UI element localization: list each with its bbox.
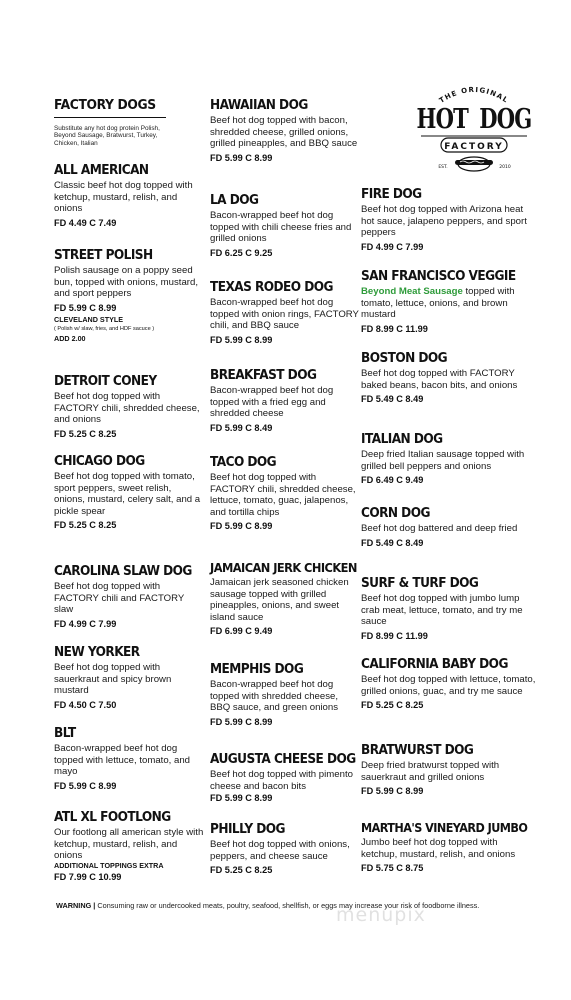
- item-description: Beef hot dog topped with pimento cheese and bacon bits: [210, 769, 353, 792]
- item-description-highlight: Beyond Meat Sausage: [361, 286, 463, 297]
- section-subtitle: Substitute any hot dog protein Polish, Beyond Sausage, Bratwurst, Turkey, Chicken, Italian: [54, 125, 160, 147]
- item-price: FD 6.25 C 9.25: [210, 247, 273, 258]
- item-price: FD 5.49 C 8.49: [361, 537, 424, 548]
- item-price: FD 7.99 C 10.99: [54, 872, 122, 883]
- item-price: FD 5.99 C 8.99: [210, 334, 273, 345]
- item-price: FD 5.99 C 8.99: [210, 521, 273, 532]
- item-price: FD 4.49 C 7.49: [54, 217, 117, 228]
- menu-item: [210, 455, 360, 532]
- item-price: FD 5.99 C 8.99: [210, 716, 273, 727]
- item-description: Jamaican jerk seasoned chicken sausage topped with grilled pineapples, onions, and sweet island sauce: [210, 577, 349, 623]
- item-name: ALL AMERICAN: [54, 163, 149, 178]
- menu-item: [361, 657, 536, 711]
- hot-dog-icon: [455, 157, 493, 171]
- item-description: Beef hot dog topped with lettuce, tomato, grilled onions, guac, and try me sauce: [361, 674, 536, 697]
- item-description: Classic beef hot dog topped with ketchup, mustard, relish, and onions: [54, 180, 193, 215]
- item-description: Polish sausage on a poppy seed bun, topped with onions, mustard, and sport peppers: [54, 265, 198, 300]
- item-price: FD 8.99 C 11.99: [361, 323, 428, 334]
- item-name: BRATWURST DOG: [361, 743, 474, 758]
- item-note: CLEVELAND STYLE: [54, 314, 124, 324]
- item-description: Bacon-wrapped beef hot dog topped with onion rings, FACTORY chili, and BBQ sauce: [210, 297, 359, 332]
- item-description: [361, 286, 536, 321]
- menu-item: [210, 98, 360, 164]
- item-description: Beef hot dog topped with FACTORY chili and FACTORY slaw: [54, 581, 185, 616]
- menu-item: [361, 351, 536, 405]
- logo-factory-text: FACTORY: [444, 142, 504, 152]
- item-name: MEMPHIS DOG: [210, 662, 304, 677]
- item-price: FD 6.49 C 9.49: [361, 475, 424, 486]
- item-price: FD 5.99 C 8.99: [54, 302, 117, 313]
- item-price: FD 5.25 C 8.25: [361, 700, 424, 711]
- item-description: Deep fried bratwurst topped with sauerkraut and grilled onions: [361, 760, 500, 783]
- menu-item: [54, 726, 204, 792]
- item-description: Beef hot dog topped with FACTORY chili, shredded cheese, and onions: [54, 391, 200, 426]
- menu-item: [54, 248, 204, 344]
- item-note: ADDITIONAL TOPPINGS EXTRA: [54, 860, 164, 870]
- menu-item: [361, 187, 536, 253]
- item-price: FD 5.99 C 8.49: [210, 422, 273, 433]
- item-price: FD 5.49 C 8.49: [361, 394, 424, 405]
- item-price: FD 5.99 C 8.99: [54, 780, 117, 791]
- item-price: FD 5.99 C 8.99: [210, 152, 273, 163]
- menu-item: [361, 432, 536, 486]
- item-name: DETROIT CONEY: [54, 374, 157, 389]
- food-safety-warning: [56, 901, 536, 910]
- item-description: Beef hot dog topped with onions, peppers, and cheese sauce: [210, 839, 350, 862]
- item-price: FD 4.99 C 7.99: [54, 618, 117, 629]
- item-description-rest: topped with tomato, lettuce, onions, and brown mustard: [361, 286, 515, 321]
- item-price: FD 6.99 C 9.49: [210, 626, 273, 637]
- menu-item: [54, 454, 204, 531]
- item-name: CORN DOG: [361, 506, 430, 521]
- item-note-detail: ( Polish w/ slaw, fries, and HDF sacuce ): [54, 326, 155, 333]
- menu-item: [361, 820, 536, 874]
- item-description: Bacon-wrapped beef hot dog topped with a fried egg and shredded cheese: [210, 385, 334, 420]
- menu-item: [54, 564, 204, 630]
- menu-item: [210, 662, 360, 728]
- menu-item: [54, 374, 204, 440]
- item-name: TEXAS RODEO DOG: [210, 280, 333, 295]
- item-name: SAN FRANCISCO VEGGIE: [361, 269, 516, 284]
- menu-item: [210, 822, 360, 876]
- item-price: FD 4.99 C 7.99: [361, 241, 424, 252]
- menu-item: [210, 193, 360, 259]
- item-name: PHILLY DOG: [210, 822, 285, 837]
- item-description: Beef hot dog topped with bacon, shredded cheese, grilled onions, grilled pineapples, and BBQ sauce: [210, 115, 358, 150]
- item-description: Beef hot dog topped with FACTORY chili, shredded cheese, lettuce, tomato, guac, jalapenos, and tortilla chips: [210, 472, 356, 518]
- item-description: Beef hot dog topped with Arizona heat hot sauce, jalapeno peppers, and sport peppers: [361, 204, 527, 239]
- item-name: TACO DOG: [210, 455, 277, 470]
- item-name: ATL XL FOOTLONG: [54, 810, 171, 825]
- item-description: Deep fried Italian sausage topped with grilled bell peppers and onions: [361, 449, 525, 472]
- menu-item: [210, 280, 360, 346]
- section-underline: [54, 117, 166, 118]
- menu-item: [210, 560, 360, 637]
- item-description: Beef hot dog topped with tomato, sport peppers, sweet relish, onions, mustard, celery salt, and a pickle spear: [54, 471, 201, 517]
- logo-graphic: [413, 80, 535, 184]
- item-name: HAWAIIAN DOG: [210, 98, 308, 113]
- item-price: FD 5.25 C 8.25: [54, 428, 117, 439]
- menu-item: [54, 645, 204, 711]
- item-price: FD 5.25 C 8.25: [210, 865, 273, 876]
- item-name: BLT: [54, 726, 76, 741]
- menu-item: [54, 810, 204, 883]
- menu-item: [361, 743, 536, 797]
- warning-text: Consuming raw or undercooked meats, poultry, seafood, shellfish, or eggs may increase your risk of foodborne illness.: [97, 901, 480, 910]
- item-name: BOSTON DOG: [361, 351, 448, 366]
- item-name: AUGUSTA CHEESE DOG: [210, 752, 356, 767]
- item-name: STREET POLISH: [54, 248, 153, 263]
- hot-dog-factory-logo: [413, 80, 535, 184]
- menu-item: [210, 752, 360, 804]
- menu-item: [361, 576, 536, 642]
- item-price: FD 8.99 C 11.99: [361, 630, 428, 641]
- item-price: FD 4.50 C 7.50: [54, 699, 117, 710]
- item-description: Bacon-wrapped beef hot dog topped with chili cheese fries and grilled onions: [210, 210, 352, 245]
- item-description: Bacon-wrapped beef hot dog topped with lettuce, tomato, and mayo: [54, 743, 190, 778]
- item-name: SURF & TURF DOG: [361, 576, 479, 591]
- item-addon-price: ADD 2.00: [54, 334, 86, 344]
- section-title: FACTORY DOGS: [54, 98, 156, 113]
- warning-label: WARNING |: [56, 901, 96, 910]
- menu-item: [361, 269, 536, 335]
- item-name: CALIFORNIA BABY DOG: [361, 657, 508, 672]
- item-name: NEW YORKER: [54, 645, 140, 660]
- item-description: Beef hot dog topped with jumbo lump crab meat, lettuce, tomato, and try me sauce: [361, 593, 523, 628]
- item-name: ITALIAN DOG: [361, 432, 443, 447]
- item-price: FD 5.99 C 8.99: [361, 786, 424, 797]
- item-description: Beef hot dog topped with FACTORY baked beans, bacon bits, and onions: [361, 368, 518, 391]
- logo-est-text: EST.: [438, 165, 448, 170]
- item-price: FD 5.75 C 8.75: [361, 863, 424, 874]
- item-price: FD 5.99 C 8.99: [210, 793, 273, 804]
- item-description: Bacon-wrapped beef hot dog topped with shredded cheese, BBQ sauce, and green onions: [210, 679, 339, 714]
- item-name: BREAKFAST DOG: [210, 368, 317, 383]
- menu-item: [54, 163, 204, 229]
- item-description: Jumbo beef hot dog topped with ketchup, mustard, relish, and onions: [361, 837, 516, 860]
- item-name: LA DOG: [210, 193, 259, 208]
- svg-text:HOT DOG: [416, 102, 531, 134]
- item-name: MARTHA'S VINEYARD JUMBO: [361, 821, 528, 835]
- logo-year-text: 2010: [499, 165, 511, 170]
- item-name: CAROLINA SLAW DOG: [54, 564, 192, 579]
- item-name: FIRE DOG: [361, 187, 422, 202]
- logo-top-text: THE ORIGINAL: [437, 85, 511, 105]
- item-name: CHICAGO DOG: [54, 454, 145, 469]
- menu-item: [210, 368, 360, 434]
- item-description: Our footlong all american style with ketchup, mustard, relish, and onions: [54, 827, 204, 862]
- watermark: menupix: [336, 904, 426, 926]
- logo-word-hot: HOT: [416, 102, 469, 135]
- menu-item: [361, 506, 536, 549]
- item-description: Beef hot dog topped with sauerkraut and spicy brown mustard: [54, 662, 172, 697]
- item-price: FD 5.25 C 8.25: [54, 520, 117, 531]
- item-name: JAMAICAN JERK CHICKEN: [210, 560, 357, 575]
- logo-word-dog: DOG: [479, 102, 532, 135]
- item-description: Beef hot dog battered and deep fried: [361, 523, 518, 534]
